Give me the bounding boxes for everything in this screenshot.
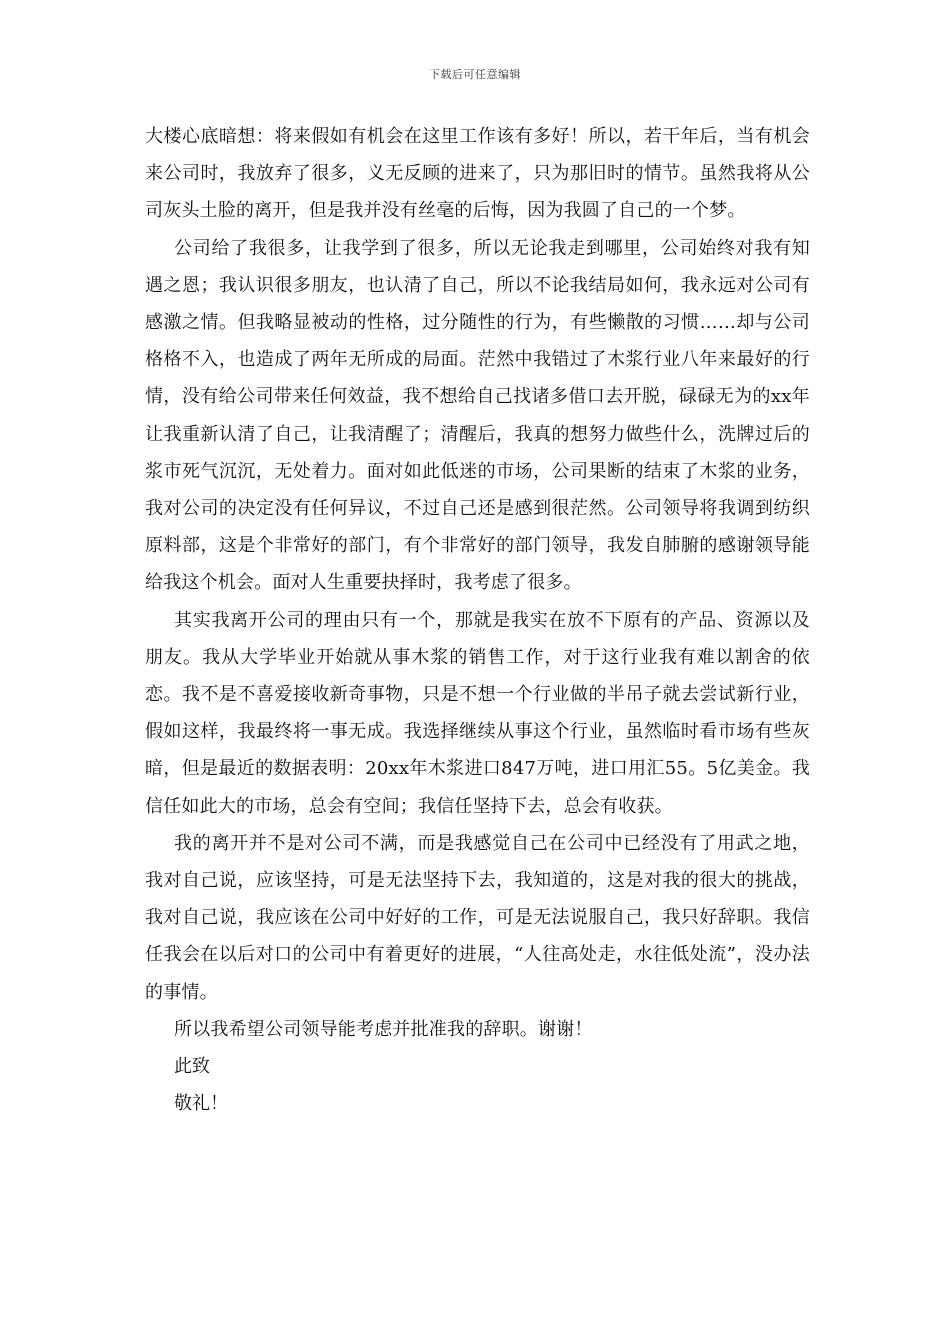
closing-salutation: 此致: [174, 1056, 210, 1078]
paragraph-4: 我的离开并不是对公司不满，而是我感觉自己在公司中已经没有了用武之地，我对自己说，应该坚持，可是无法坚持下去，我知道的，这是对我的很大的挑战，我对自己说，我应该在公司中好好的工作，可是无法说服自己，我只好辞职。我信任我会在以后对口的公司中有着更好的进展，“人往高处走，水往低处流”，没办法的事情。: [145, 832, 810, 1003]
paragraph-5: 所以我希望公司领导能考虑并批准我的辞职。谢谢！: [174, 1018, 593, 1040]
paragraph-3: 其实我离开公司的理由只有一个，那就是我实在放不下原有的产品、资源以及朋友。我从大学毕业开始就从事木浆的销售工作，对于这行业我有难以割舍的依恋。我不是不喜爱接收新奇事物，只是不想一个行业做的半吊子就去尝试新行业，假如这样，我最终将一事无成。我选择继续从事这个行业，虽然临时看市场有些灰暗，但是最近的数据表明：20xx年木浆进口847万吨，进口用汇55。5亿美金。我信任如此大的市场，总会有空间；我信任坚持下去，总会有收获。: [145, 609, 810, 817]
closing-regards: 敬礼！: [174, 1093, 228, 1115]
page-header: 下载后可任意编辑: [429, 68, 521, 81]
letter-body: [145, 118, 810, 1122]
paragraph-1: 大楼心底暗想：将来假如有机会在这里工作该有多好！所以，若干年后，当有机会来公司时，我放弃了很多，义无反顾的进来了，只为那旧时的情节。虽然我将从公司灰头土脸的离开，但是我并没有丝毫的后悔，因为我圆了自己的一个梦。: [145, 126, 810, 222]
paragraph-2: 公司给了我很多，让我学到了很多，所以无论我走到哪里，公司始终对我有知遇之恩；我认识很多朋友，也认清了自己，所以不论我结局如何，我永远对公司有感激之情。但我略显被动的性格，过分随性的行为，有些懒散的习惯……却与公司格格不入，也造成了两年无所成的局面。茫然中我错过了木浆行业八年来最好的行情，没有给公司带来任何效益，我不想给自己找诸多借口去开脱，碌碌无为的xx年让我重新认清了自己，让我清醒了；清醒后，我真的想努力做些什么，洗牌过后的浆市死气沉沉，无处着力。面对如此低迷的市场，公司果断的结束了木浆的业务，我对公司的决定没有任何异议，不过自己还是感到很茫然。公司领导将我调到纺织原料部，这是个非常好的部门，有个非常好的部门领导，我发自肺腑的感谢领导能给我这个机会。面对人生重要抉择时，我考虑了很多。: [145, 237, 810, 594]
